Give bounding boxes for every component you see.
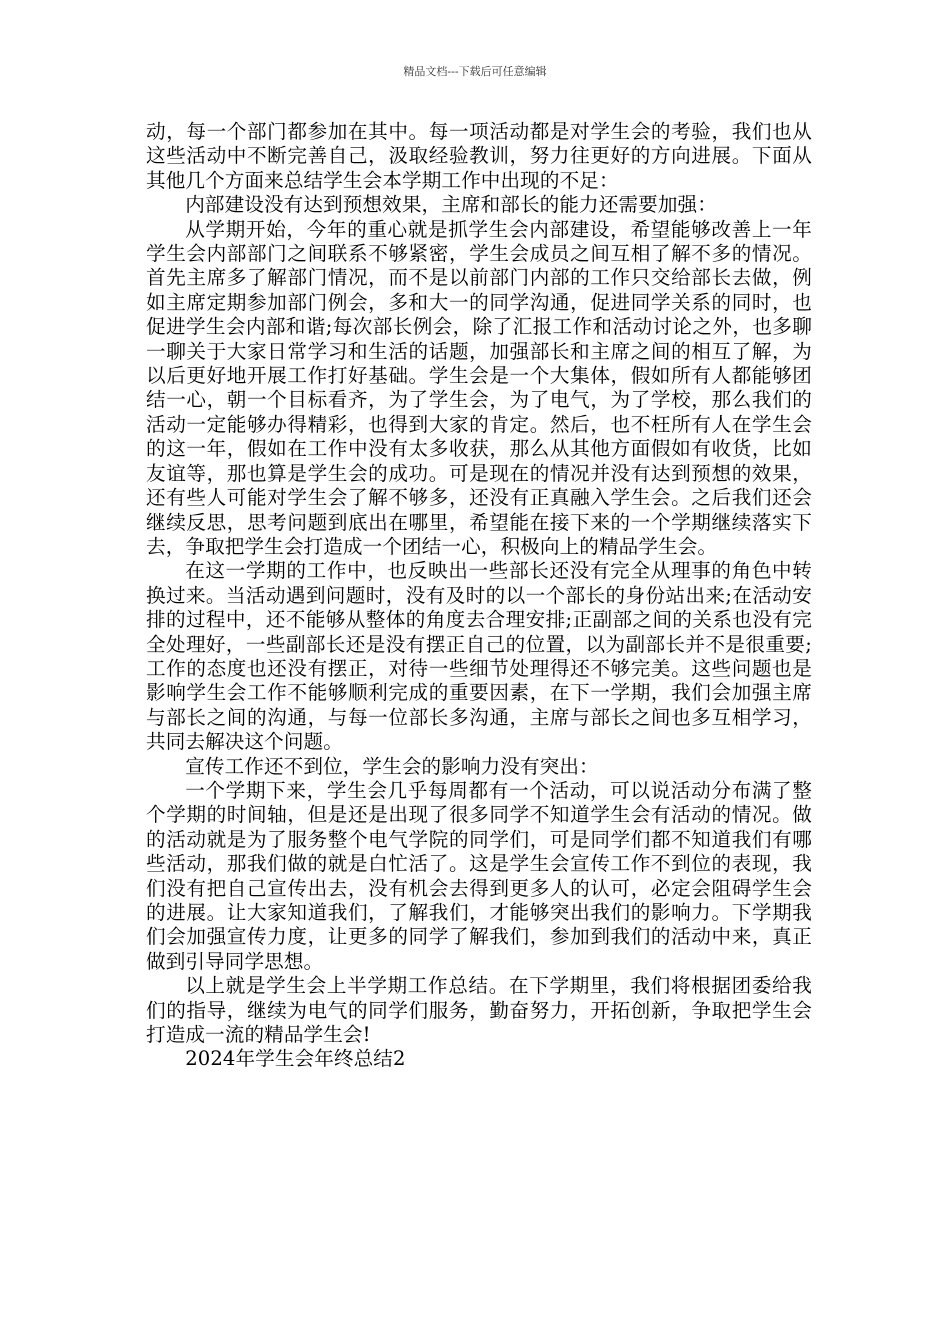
paragraph-conclusion: 以上就是学生会上半学期工作总结。在下学期里，我们将根据团委给我们的指导，继续为电气的同学们服务，勤奋努力，开拓创新，争取把学生会打造成一流的精品学生会! xyxy=(146,974,812,1047)
document-body xyxy=(146,120,812,1072)
paragraph-intro: 动，每一个部门都参加在其中。每一项活动都是对学生会的考验，我们也从这些活动中不断完善自己，汲取经验教训，努力往更好的方向进展。下面从其他几个方面来总结学生会本学期工作中出现的不足： xyxy=(146,120,812,192)
section-heading-publicity: 宣传工作还不到位，学生会的影响力没有突出： xyxy=(185,754,599,778)
paragraph-internal-construction: 从学期开始，今年的重心就是抓学生会内部建设，希望能够改善上一年学生会内部部门之间联系不够紧密，学生会成员之间互相了解不多的情况。首先主席多了解部门情况，而不是以前部门内部的工作只交给部长去做，例如主席定期参加部门例会，多和大一的同学沟通，促进同学关系的同时，也促进学生会内部和谐;每次部长例会，除了汇报工作和活动讨论之外，也多聊一聊关于大家日常学习和生活的话题，加强部长和主席之间的相互了解，为以后更好地开展工作打好基础。学生会是一个大集体，假如所有人都能够团结一心，朝一个目标看齐，为了学生会，为了电气，为了学校，那么我们的活动一定能够办得精彩，也得到大家的肯定。然后，也不枉所有人在学生会的这一年，假如在工作中没有太多收获，那么从其他方面假如有收货，比如友谊等，那也算是学生会的成功。可是现在的情况并没有达到预想的效果，还有些人可能对学生会了解不够多，还没有正真融入学生会。之后我们还会继续反思，思考问题到底出在哪里，希望能在接下来的一个学期继续落实下去，争取把学生会打造成一个团结一心，积极向上的精品学生会。 xyxy=(146,217,812,558)
next-section-title: 2024年学生会年终总结2 xyxy=(185,1047,406,1071)
paragraph-minister-roles: 在这一学期的工作中，也反映出一些部长还没有完全从理事的角色中转换过来。当活动遇到问题时，没有及时的以一个部长的身份站出来;在活动安排的过程中，还不能够从整体的角度去合理安排;正副部之间的关系也没有完全处理好，一些副部长还是没有摆正自己的位置，以为副部长并不是很重要;工作的态度也还没有摆正，对待一些细节处理得还不够完美。这些问题也是影响学生会工作不能够顺利完成的重要因素，在下一学期，我们会加强主席与部长之间的沟通，与每一位部长多沟通，主席与部长之间也多互相学习，共同去解决这个问题。 xyxy=(146,559,812,754)
paragraph-publicity: 一个学期下来，学生会几乎每周都有一个活动，可以说活动分布满了整个学期的时间轴，但是还是出现了很多同学不知道学生会有活动的情况。做的活动就是为了服务整个电气学院的同学们，可是同学们都不知道我们有哪些活动，那我们做的就是白忙活了。这是学生会宣传工作不到位的表现，我们没有把自己宣传出去，没有机会去得到更多人的认可，必定会阻碍学生会的进展。让大家知道我们，了解我们，才能够突出我们的影响力。下学期我们会加强宣传力度，让更多的同学了解我们，参加到我们的活动中来，真正做到引导同学思想。 xyxy=(146,778,812,973)
section-heading-internal-construction: 内部建设没有达到预想效果，主席和部长的能力还需要加强： xyxy=(185,193,717,217)
page-header: 精品文档---下载后可任意编辑 xyxy=(403,65,547,78)
